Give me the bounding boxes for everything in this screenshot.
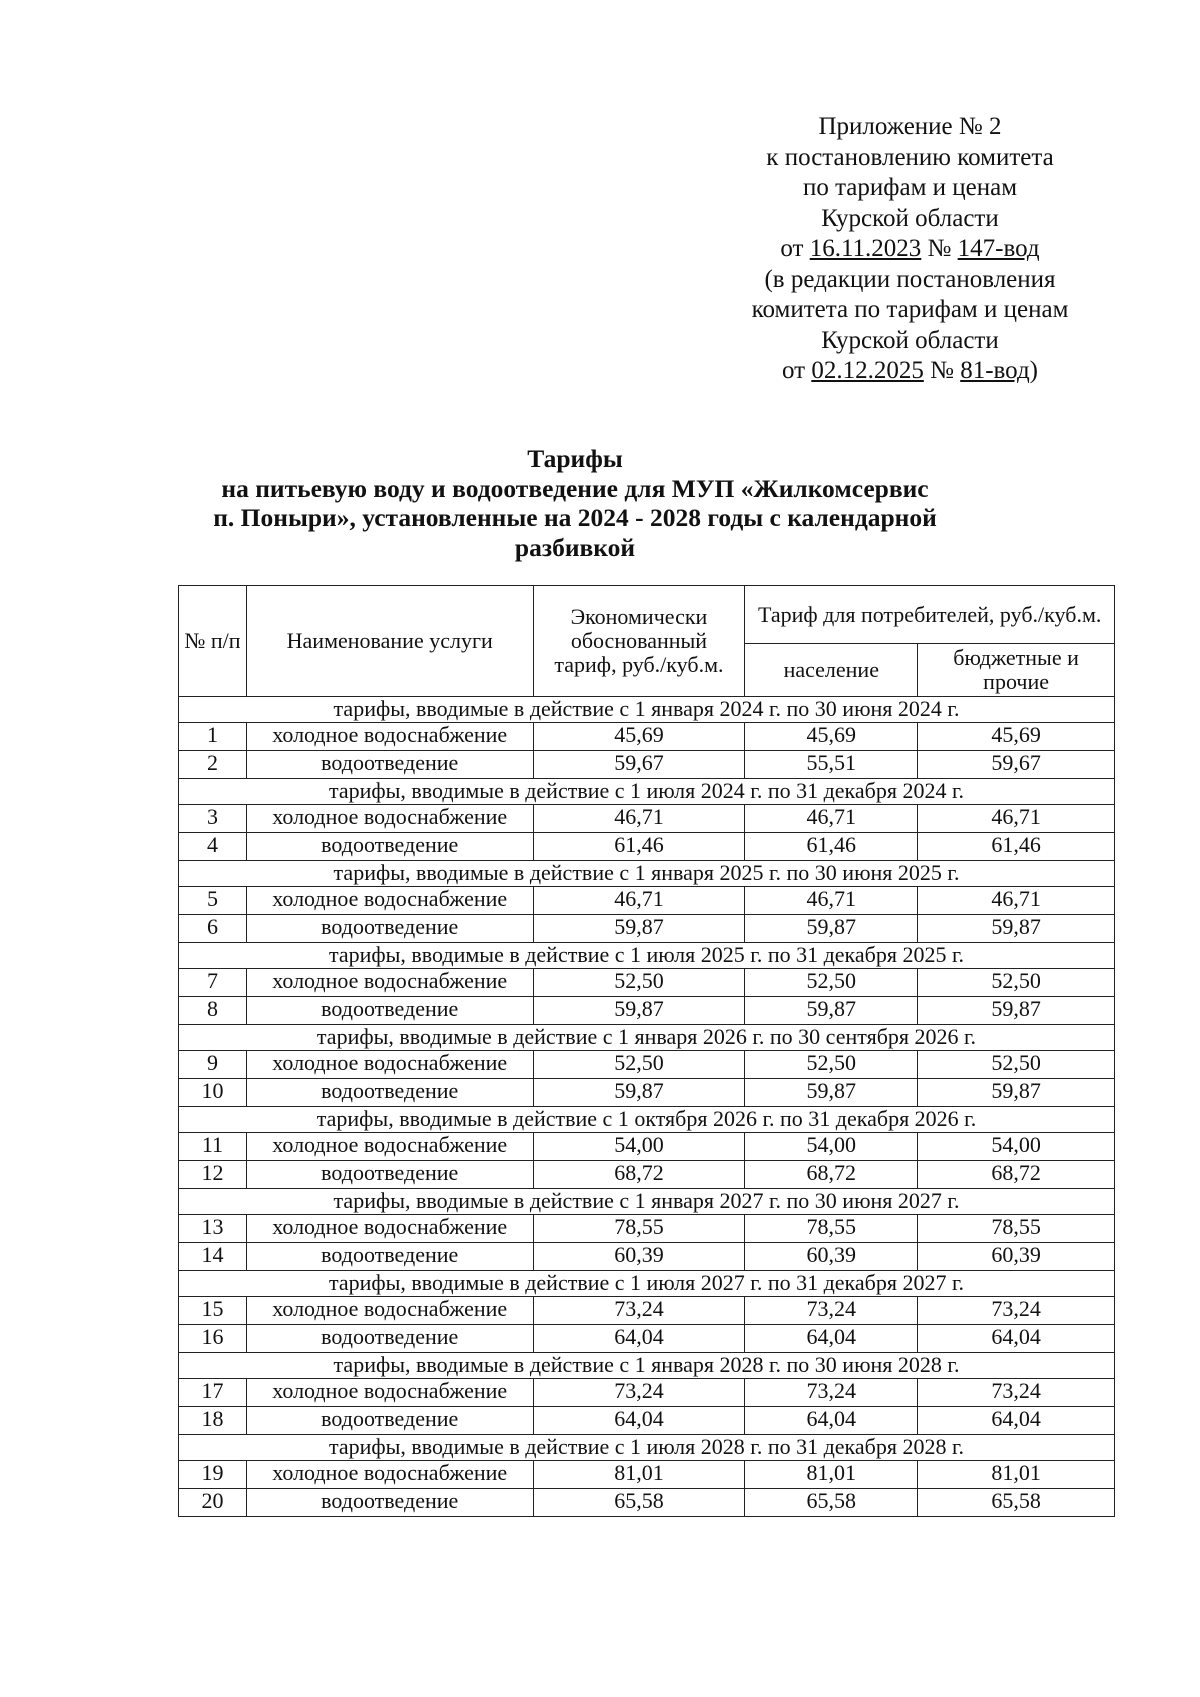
budget-tariff: 46,71 [918,887,1115,915]
row-number: 5 [179,887,247,915]
period-title: тарифы, вводимые в действие с 1 января 2027 г. по 30 июня 2027 г. [179,1189,1115,1215]
row-number: 18 [179,1407,247,1435]
service-name: водоотведение [246,1489,533,1517]
period-title: тарифы, вводимые в действие с 1 июля 2028 г. по 31 декабря 2028 г. [179,1435,1115,1461]
economic-tariff: 54,00 [533,1133,745,1161]
number-prefix: № [921,235,958,262]
population-tariff: 65,58 [745,1489,918,1517]
service-name: холодное водоснабжение [246,1379,533,1407]
service-name: холодное водоснабжение [246,1133,533,1161]
period-row [179,1025,1115,1051]
row-number: 6 [179,915,247,943]
period-title: тарифы, вводимые в действие с 1 октября 2026 г. по 31 декабря 2026 г. [179,1107,1115,1133]
appendix-line: Курской области [821,326,999,354]
population-tariff: 64,04 [745,1407,918,1435]
economic-tariff: 78,55 [533,1215,745,1243]
population-tariff: 78,55 [745,1215,918,1243]
economic-tariff: 81,01 [533,1461,745,1489]
budget-tariff: 59,87 [918,915,1115,943]
budget-tariff: 46,71 [918,805,1115,833]
service-name: водоотведение [246,1079,533,1107]
header-num: № п/п [179,586,247,697]
period-row [179,1435,1115,1461]
population-tariff: 55,51 [745,751,918,779]
appendix-edition-line [700,356,1120,387]
period-row [179,943,1115,969]
ed-number-prefix: № [923,357,961,384]
budget-tariff: 73,24 [918,1379,1115,1407]
economic-tariff: 68,72 [533,1161,745,1189]
population-tariff: 61,46 [745,833,918,861]
table-row [179,915,1115,943]
budget-tariff: 52,50 [918,1051,1115,1079]
table-row [179,1133,1115,1161]
service-name: водоотведение [246,1407,533,1435]
appendix-decree-line [700,234,1120,265]
table-row [179,1379,1115,1407]
period-row [179,1271,1115,1297]
appendix-line: к постановлению комитета [766,143,1054,171]
row-number: 12 [179,1161,247,1189]
table-row [179,833,1115,861]
header-budget: бюджетные и прочие [918,644,1115,697]
table-row [179,1051,1115,1079]
row-number: 1 [179,723,247,751]
service-name: водоотведение [246,1325,533,1353]
service-name: холодное водоснабжение [246,1297,533,1325]
budget-tariff: 68,72 [918,1161,1115,1189]
header-economic: Экономически обоснованный тариф, руб./куб.м. [533,586,745,697]
period-title: тарифы, вводимые в действие с 1 января 2026 г. по 30 сентября 2026 г. [179,1025,1115,1051]
budget-tariff: 54,00 [918,1133,1115,1161]
period-row [179,779,1115,805]
service-name: водоотведение [246,1243,533,1271]
header-service: Наименование услуги [246,586,533,697]
row-number: 19 [179,1461,247,1489]
header-population: население [745,644,918,697]
economic-tariff: 52,50 [533,969,745,997]
economic-tariff: 73,24 [533,1379,745,1407]
period-title: тарифы, вводимые в действие с 1 июля 2027 г. по 31 декабря 2027 г. [179,1271,1115,1297]
row-number: 2 [179,751,247,779]
row-number: 10 [179,1079,247,1107]
table-row [179,887,1115,915]
population-tariff: 46,71 [745,805,918,833]
economic-tariff: 60,39 [533,1243,745,1271]
economic-tariff: 46,71 [533,805,745,833]
population-tariff: 59,87 [745,1079,918,1107]
period-title: тарифы, вводимые в действие с 1 января 2024 г. по 30 июня 2024 г. [179,697,1115,723]
row-number: 13 [179,1215,247,1243]
population-tariff: 59,87 [745,997,918,1025]
service-name: водоотведение [246,751,533,779]
service-name: водоотведение [246,833,533,861]
economic-tariff: 59,67 [533,751,745,779]
population-tariff: 60,39 [745,1243,918,1271]
table-row [179,1297,1115,1325]
table-row [179,969,1115,997]
budget-tariff: 52,50 [918,969,1115,997]
budget-tariff: 78,55 [918,1215,1115,1243]
header-consumer: Тариф для потребителей, руб./куб.м. [745,586,1115,644]
service-name: холодное водоснабжение [246,887,533,915]
budget-tariff: 64,04 [918,1325,1115,1353]
economic-tariff: 73,24 [533,1297,745,1325]
table-row [179,1489,1115,1517]
row-number: 17 [179,1379,247,1407]
economic-tariff: 64,04 [533,1325,745,1353]
title-line: Тарифы [527,444,623,473]
row-number: 9 [179,1051,247,1079]
budget-tariff: 59,67 [918,751,1115,779]
row-number: 16 [179,1325,247,1353]
period-row [179,1107,1115,1133]
economic-tariff: 52,50 [533,1051,745,1079]
population-tariff: 52,50 [745,969,918,997]
table-row [179,805,1115,833]
edition-number: 81-вод [960,357,1030,384]
title-line: на питьевую воду и водоотведение для МУП «Жилкомсервис [221,473,929,503]
title-line: п. Поныри», установленные на 2024 - 2028 годы с календарной [213,503,937,532]
table-row [179,1215,1115,1243]
service-name: холодное водоснабжение [246,1461,533,1489]
table-row [179,751,1115,779]
decree-number: 147-вод [957,235,1040,262]
row-number: 8 [179,997,247,1025]
appendix-line: Курской области [821,204,999,232]
population-tariff: 81,01 [745,1461,918,1489]
service-name: холодное водоснабжение [246,1051,533,1079]
budget-tariff: 45,69 [918,723,1115,751]
service-name: водоотведение [246,997,533,1025]
economic-tariff: 59,87 [533,997,745,1025]
budget-tariff: 64,04 [918,1407,1115,1435]
economic-tariff: 65,58 [533,1489,745,1517]
table-row [179,1461,1115,1489]
appendix-line: (в редакции постановления [764,265,1056,293]
appendix-line: Приложение № 2 [818,113,1002,140]
population-tariff: 45,69 [745,723,918,751]
service-name: водоотведение [246,1161,533,1189]
title-line: разбивкой [514,532,636,562]
row-number: 4 [179,833,247,861]
table-row [179,1407,1115,1435]
service-name: холодное водоснабжение [246,805,533,833]
ed-prefix: от [781,357,812,384]
period-row [179,697,1115,723]
appendix-block [700,112,1120,387]
row-number: 14 [179,1243,247,1271]
service-name: холодное водоснабжение [246,1215,533,1243]
document-title [150,444,1000,562]
appendix-line: комитета по тарифам и ценам [751,296,1069,323]
budget-tariff: 59,87 [918,1079,1115,1107]
period-title: тарифы, вводимые в действие с 1 июля 2024 г. по 31 декабря 2024 г. [179,779,1115,805]
row-number: 7 [179,969,247,997]
service-name: холодное водоснабжение [246,723,533,751]
table-row [179,1325,1115,1353]
population-tariff: 46,71 [745,887,918,915]
population-tariff: 73,24 [745,1297,918,1325]
economic-tariff: 45,69 [533,723,745,751]
budget-tariff: 73,24 [918,1297,1115,1325]
tariff-table-body [179,697,1115,1517]
table-row [179,1243,1115,1271]
population-tariff: 73,24 [745,1379,918,1407]
budget-tariff: 81,01 [918,1461,1115,1489]
table-row [179,723,1115,751]
table-row [179,1161,1115,1189]
edition-date: 02.12.2025 [811,357,924,384]
period-title: тарифы, вводимые в действие с 1 июля 2025 г. по 31 декабря 2025 г. [179,943,1115,969]
period-title: тарифы, вводимые в действие с 1 января 2028 г. по 30 июня 2028 г. [179,1353,1115,1379]
service-name: водоотведение [246,915,533,943]
period-row [179,1189,1115,1215]
decree-date: 16.11.2023 [809,235,922,262]
period-row [179,1353,1115,1379]
table-row [179,997,1115,1025]
economic-tariff: 46,71 [533,887,745,915]
population-tariff: 54,00 [745,1133,918,1161]
economic-tariff: 59,87 [533,915,745,943]
budget-tariff: 61,46 [918,833,1115,861]
budget-tariff: 65,58 [918,1489,1115,1517]
economic-tariff: 61,46 [533,833,745,861]
economic-tariff: 64,04 [533,1407,745,1435]
row-number: 11 [179,1133,247,1161]
tariff-table [178,585,1115,1517]
period-title: тарифы, вводимые в действие с 1 января 2025 г. по 30 июня 2025 г. [179,861,1115,887]
budget-tariff: 60,39 [918,1243,1115,1271]
from-prefix: от [780,235,810,262]
population-tariff: 64,04 [745,1325,918,1353]
population-tariff: 68,72 [745,1161,918,1189]
table-row [179,1079,1115,1107]
service-name: холодное водоснабжение [246,969,533,997]
population-tariff: 59,87 [745,915,918,943]
appendix-line: по тарифам и ценам [802,174,1018,201]
ed-suffix: ) [1029,357,1038,384]
economic-tariff: 59,87 [533,1079,745,1107]
period-row [179,861,1115,887]
row-number: 20 [179,1489,247,1517]
population-tariff: 52,50 [745,1051,918,1079]
row-number: 3 [179,805,247,833]
budget-tariff: 59,87 [918,997,1115,1025]
row-number: 15 [179,1297,247,1325]
